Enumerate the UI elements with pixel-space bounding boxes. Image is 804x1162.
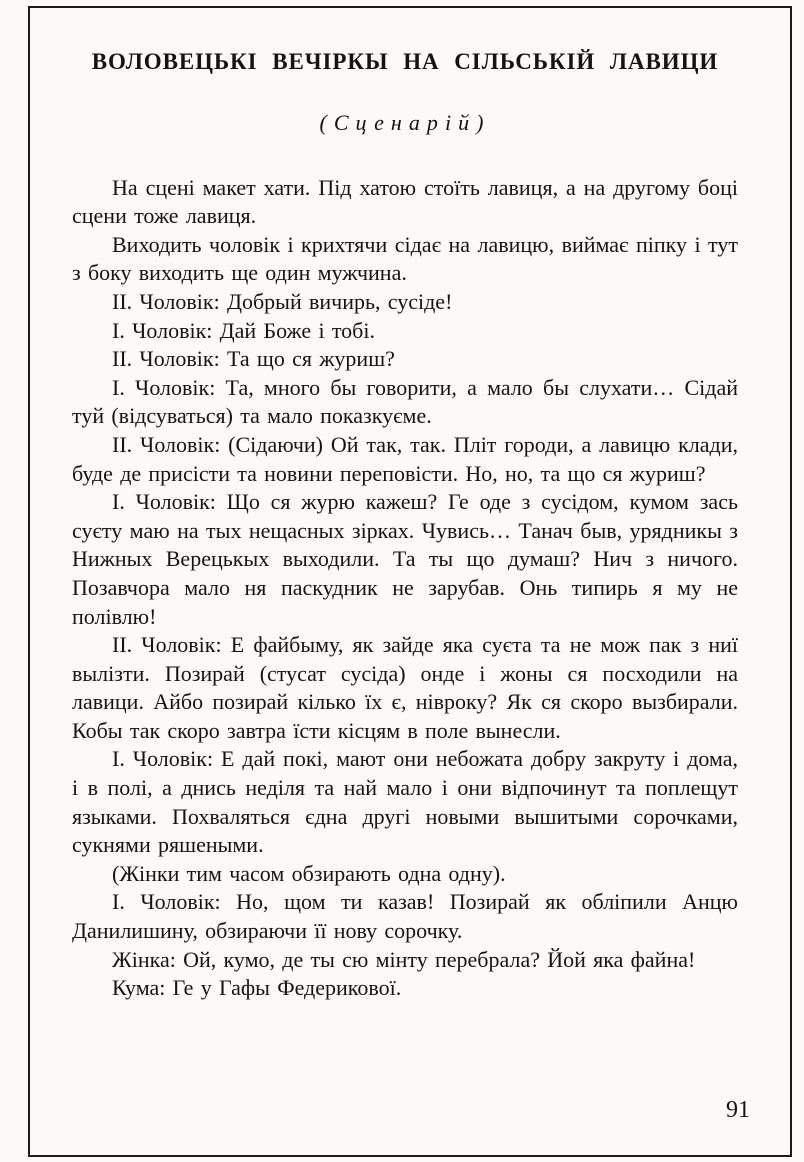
paragraph: І. Чоловік: Що ся журю кажеш? Ге оде з сусідом, кумом зась суєту маю на тых нещасных зірках. Чувись… Танач быв, урядникы з Нижных Верецькых выходили. Та ты що думаш? Нич з ничого. Позавчора мало ня паскудник не зарубав. Онь типирь я му не полівлю! [72, 489, 738, 629]
paragraph: Кума: Ге у Гафы Федерикової. [112, 975, 402, 1001]
page-subtitle: (Сценарій) [319, 109, 491, 135]
paragraph: І. Чоловік: Но, щом ти казав! Позирай як обліпили Анцю Данилишину, обзираючи її нову сорочку. [72, 889, 738, 944]
paragraph: ІІ. Чоловік: (Сідаючи) Ой так, так. Пліт городи, а лавицю клади, буде де присісти та новини переповісти. Но, но, та що ся журиш? [72, 431, 738, 486]
page-number: 91 [726, 1097, 750, 1123]
paragraph: (Жінки тим часом обзирають одна одну). [112, 860, 506, 886]
body-paragraphs [72, 136, 738, 1003]
paragraph: І. Чоловік: Та, много бы говорити, а мало бы слухати… Сідай туй (відсуваться) та мало показкуєме. [72, 374, 738, 429]
paragraph: На сцені макет хати. Під хатою стоїть лавиця, а на другому боці сцени тоже лавиця. [72, 174, 738, 229]
paragraph: І. Чоловік: Е дай покі, мают они небожата добру закруту і дома, і в полі, а днись неділя та най мало і они відпочинут та поплещут языками. Похваляться єдна другі новыми вышитыми сорочками, сукнями ряшеными. [72, 746, 738, 858]
page-title: ВОЛОВЕЦЬКІ ВЕЧІРКЫ НА СІЛЬСЬКІЙ ЛАВИЦИ [91, 49, 719, 74]
paragraph: ІІ. Чоловік: Добрый вичирь, сусіде! [112, 288, 453, 314]
paragraph: ІІ. Чоловік: Та що ся журиш? [112, 346, 395, 372]
paragraph: ІІ. Чоловік: Е файбыму, як зайде яка суєта та не мож пак з ниї вылізти. Позирай (стусат сусіда) онде і жоны ся посходили на лавици. Айбо позирай кілько їх є, нівроку? Як ся скоро вызбирали. Кобы так скоро завтра їсти кісцям в поле вынесли. [72, 632, 738, 743]
paragraph: І. Чоловік: Дай Боже і тобі. [112, 317, 375, 343]
paragraph: Жінка: Ой, кумо, де ты сю мінту перебрала? Йой яка файна! [112, 946, 696, 972]
page-content [72, 0, 738, 1162]
paragraph: Виходить чоловік і крихтячи сідає на лавицю, виймає піпку і тут з боку виходить ще один мужчина. [72, 231, 738, 286]
